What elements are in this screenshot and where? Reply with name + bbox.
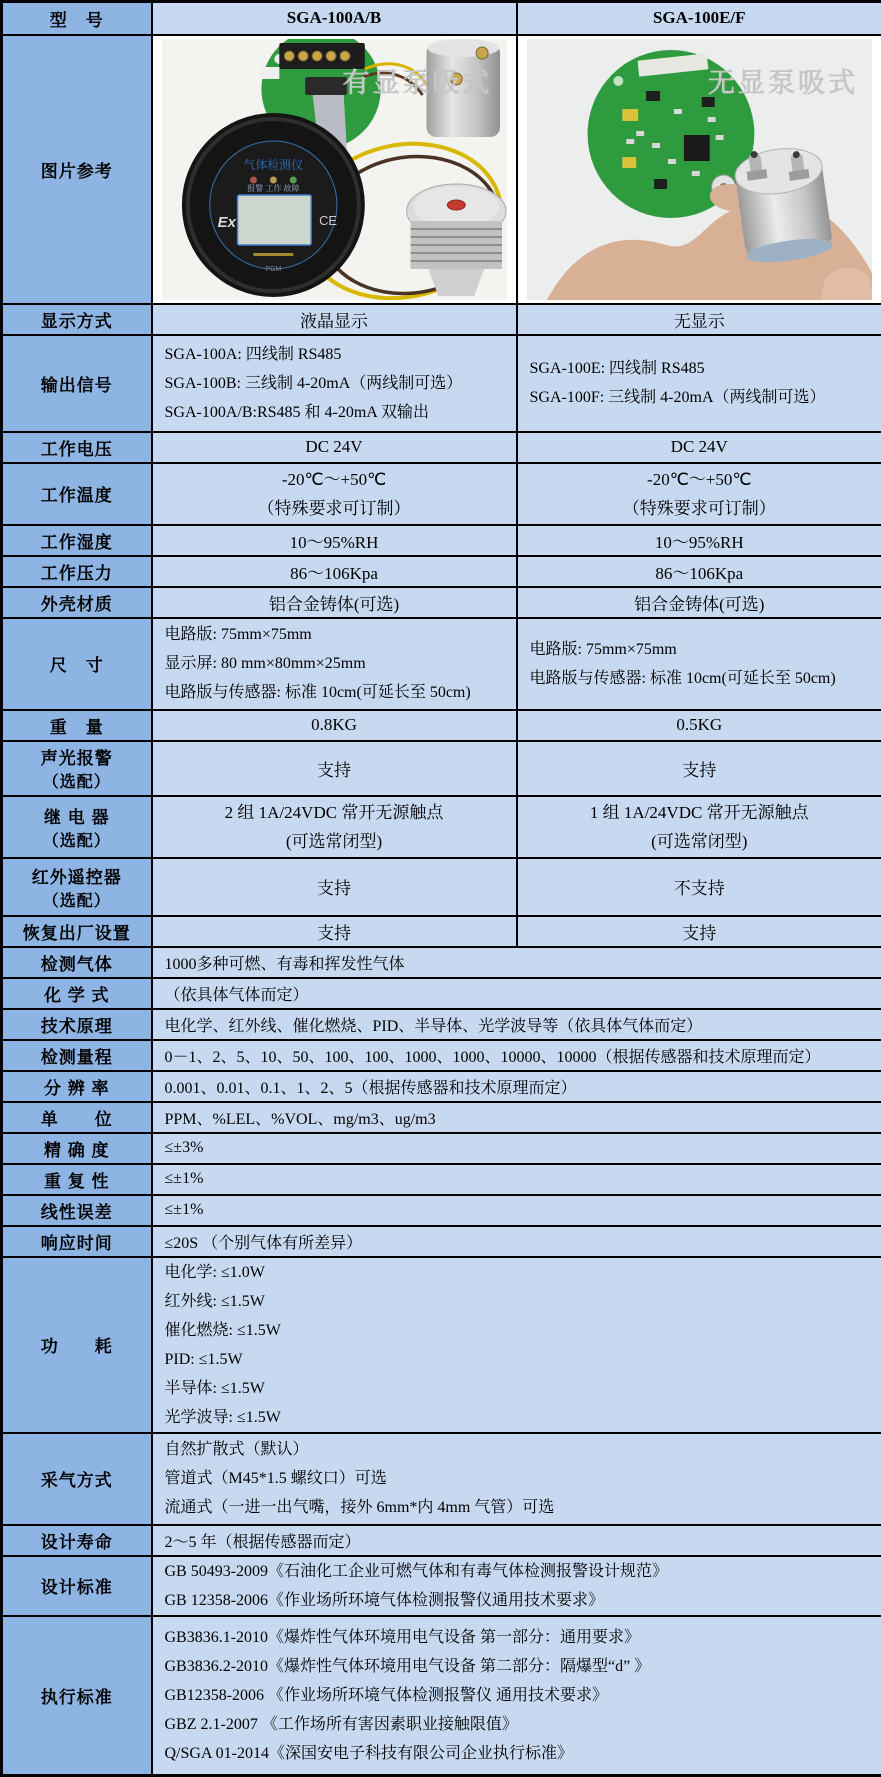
model-header-label: 型 号 <box>2 2 152 35</box>
row-accuracy <box>2 1133 881 1164</box>
photo-cell-a <box>152 35 517 304</box>
row-label: 检测气体 <box>2 947 152 978</box>
row-label: 重 量 <box>2 710 152 741</box>
row-label: 功 耗 <box>2 1257 152 1433</box>
header-row <box>2 2 881 35</box>
row-ir-remote <box>2 858 881 916</box>
value-a: 支持 <box>152 916 517 947</box>
row-label: 尺 寸 <box>2 618 152 710</box>
value-a: 液晶显示 <box>152 304 517 335</box>
value-span: GB3836.1-2010《爆炸性气体环境用电气设备 第一部分：通用要求》 GB3836.2-2010《爆炸性气体环境用电气设备 第二部分：隔爆型“d” 》 GB12358-2006 《作业场所环境气体检测报警仪 通用技术要求》 GBZ 2.1-2007 《工作场所有害因素职业接触限值》 Q/SGA 01-2014《深国安电子科技有限公司企业执行标准》 <box>152 1616 881 1776</box>
row-detected-gases <box>2 947 881 978</box>
row-label: 恢复出厂设置 <box>2 916 152 947</box>
row-label: 显示方式 <box>2 304 152 335</box>
row-label: 检测量程 <box>2 1040 152 1071</box>
row-factory-reset <box>2 916 881 947</box>
value-a: 支持 <box>152 858 517 916</box>
row-label: 输出信号 <box>2 335 152 432</box>
row-sound-light-alarm <box>2 741 881 796</box>
value-b: 电路版: 75mm×75mm 电路版与传感器: 标准 10cm(可延长至 50cm) <box>517 618 881 710</box>
row-label: 红外遥控器 （选配） <box>2 858 152 916</box>
image-ref-label: 图片参考 <box>2 35 152 304</box>
watermark-pump-with-display: 有显泵吸式 <box>343 61 493 100</box>
svg-text:Ex: Ex <box>217 213 236 230</box>
value-a: 10～95%RH <box>152 525 517 556</box>
row-working-temperature <box>2 463 881 525</box>
value-span: 2～5 年（根据传感器而定） <box>152 1525 881 1556</box>
value-span: ≤±1% <box>152 1195 881 1226</box>
row-linearity-error <box>2 1195 881 1226</box>
row-power-consumption <box>2 1257 881 1433</box>
row-working-pressure <box>2 556 881 587</box>
row-label: 精 确 度 <box>2 1133 152 1164</box>
row-label: 重 复 性 <box>2 1164 152 1195</box>
row-weight <box>2 710 881 741</box>
row-repeatability <box>2 1164 881 1195</box>
svg-text:气体检测仪: 气体检测仪 <box>243 156 303 171</box>
product-photo-no-display <box>527 39 873 300</box>
row-working-humidity <box>2 525 881 556</box>
row-label: 线性误差 <box>2 1195 152 1226</box>
row-label: 响应时间 <box>2 1226 152 1257</box>
value-span: ≤20S （个别气体有所差异） <box>152 1226 881 1257</box>
row-detection-range <box>2 1040 881 1071</box>
value-span: 电化学: ≤1.0W 红外线: ≤1.5W 催化燃烧: ≤1.5W PID: ≤1.5W 半导体: ≤1.5W 光学波导: ≤1.5W <box>152 1257 881 1433</box>
row-label: 执行标准 <box>2 1616 152 1776</box>
value-a: 铝合金铸体(可选) <box>152 587 517 618</box>
row-label: 单 位 <box>2 1102 152 1133</box>
watermark-pump-no-display: 无显泵吸式 <box>708 61 858 100</box>
row-technical-principle <box>2 1009 881 1040</box>
row-response-time <box>2 1226 881 1257</box>
row-label: 设计寿命 <box>2 1525 152 1556</box>
value-span: ≤±1% <box>152 1164 881 1195</box>
value-span: 1000多种可燃、有毒和挥发性气体 <box>152 947 881 978</box>
lcd-detector-head <box>181 113 364 297</box>
value-b: 10～95%RH <box>517 525 881 556</box>
row-label: 声光报警 （选配） <box>2 741 152 796</box>
row-sampling-method <box>2 1433 881 1525</box>
row-label: 分 辨 率 <box>2 1071 152 1102</box>
value-span: （依具体气体而定） <box>152 978 881 1009</box>
value-a: 2 组 1A/24VDC 常开无源触点 (可选常闭型) <box>152 796 517 858</box>
value-b: DC 24V <box>517 432 881 463</box>
svg-text:PGM: PGM <box>265 265 281 272</box>
value-span: ≤±3% <box>152 1133 881 1164</box>
value-b: SGA-100E: 四线制 RS485 SGA-100F: 三线制 4-20mA（两线制可选） <box>517 335 881 432</box>
value-a: 支持 <box>152 741 517 796</box>
row-resolution <box>2 1071 881 1102</box>
row-label: 工作电压 <box>2 432 152 463</box>
row-dimensions <box>2 618 881 710</box>
row-output-signal <box>2 335 881 432</box>
model-e-header: SGA-100E/F <box>517 2 881 35</box>
value-a: 86～106Kpa <box>152 556 517 587</box>
row-chemical-formula <box>2 978 881 1009</box>
value-span: GB 50493-2009《石油化工企业可燃气体和有毒气体检测报警设计规范》 GB 12358-2006《作业场所环境气体检测报警仪通用技术要求》 <box>152 1556 881 1616</box>
row-label: 技术原理 <box>2 1009 152 1040</box>
image-reference-row <box>2 35 881 304</box>
row-execution-standards <box>2 1616 881 1776</box>
value-a: DC 24V <box>152 432 517 463</box>
row-units <box>2 1102 881 1133</box>
value-span: 0－1、2、5、10、50、100、100、1000、1000、10000、10000（根据传感器和技术原理而定） <box>152 1040 881 1071</box>
value-b: 0.5KG <box>517 710 881 741</box>
value-span: 自然扩散式（默认） 管道式（M45*1.5 螺纹口）可选 流通式（一进一出气嘴，接外 6mm*内 4mm 气管）可选 <box>152 1433 881 1525</box>
value-b: 铝合金铸体(可选) <box>517 587 881 618</box>
value-span: PPM、%LEL、%VOL、mg/m3、ug/m3 <box>152 1102 881 1133</box>
row-label: 化 学 式 <box>2 978 152 1009</box>
row-label: 工作湿度 <box>2 525 152 556</box>
row-design-standards <box>2 1556 881 1616</box>
row-shell-material <box>2 587 881 618</box>
svg-text:报警 工作 故障: 报警 工作 故障 <box>247 182 299 192</box>
value-a: -20℃～+50℃ （特殊要求可订制） <box>152 463 517 525</box>
value-b: 1 组 1A/24VDC 常开无源触点 (可选常闭型) <box>517 796 881 858</box>
value-b: 不支持 <box>517 858 881 916</box>
value-b: 86～106Kpa <box>517 556 881 587</box>
row-label: 外壳材质 <box>2 587 152 618</box>
value-b: 无显示 <box>517 304 881 335</box>
row-label: 采气方式 <box>2 1433 152 1525</box>
value-b: 支持 <box>517 916 881 947</box>
gas-sensor-canister <box>732 141 834 266</box>
value-span: 电化学、红外线、催化燃烧、PID、半导体、光学波导等（依具体气体而定） <box>152 1009 881 1040</box>
model-a-header: SGA-100A/B <box>152 2 517 35</box>
svg-text:CE: CE <box>319 212 337 227</box>
value-span: 0.001、0.01、0.1、1、2、5（根据传感器和技术原理而定） <box>152 1071 881 1102</box>
row-label: 继 电 器 （选配） <box>2 796 152 858</box>
row-working-voltage <box>2 432 881 463</box>
value-a: 0.8KG <box>152 710 517 741</box>
row-relay <box>2 796 881 858</box>
value-b: -20℃～+50℃ （特殊要求可订制） <box>517 463 881 525</box>
value-a: 电路版: 75mm×75mm 显示屏: 80 mm×80mm×25mm 电路版与传感器: 标准 10cm(可延长至 50cm) <box>152 618 517 710</box>
product-photo-with-display <box>162 39 507 300</box>
row-label: 设计标准 <box>2 1556 152 1616</box>
value-a: SGA-100A: 四线制 RS485 SGA-100B: 三线制 4-20mA（两线制可选） SGA-100A/B:RS485 和 4-20mA 双输出 <box>152 335 517 432</box>
row-display-mode <box>2 304 881 335</box>
photo-cell-b <box>517 35 881 304</box>
value-b: 支持 <box>517 741 881 796</box>
row-design-life <box>2 1525 881 1556</box>
row-label: 工作压力 <box>2 556 152 587</box>
row-label: 工作温度 <box>2 463 152 525</box>
